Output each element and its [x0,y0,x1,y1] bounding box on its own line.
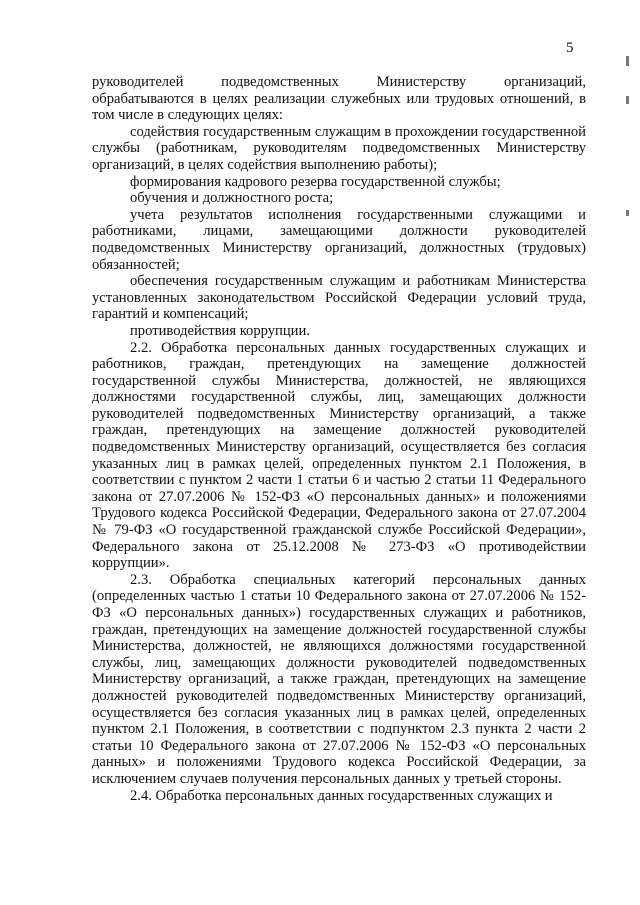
paragraph-2-2: 2.2. Обработка персональных данных государственных служащих и работников, граждан, претендующих на замещение должностей государственной службы Министерства, должностей, не являющихся должностями государственной службы, лиц, замещающих должности руководителей подведомственных Министерству организаций, а также граждан, претендующих на замещение должностей руководителей подведомственных Министерству организаций, осуществляется без согласия указанных лиц в рамках целей, определенных пунктом 2.1 Положения, в соответствии с пунктом 2 части 1 статьи 6 и частью 2 статьи 11 Федерального закона от 27.07.2006 № 152-ФЗ «О персональных данных» и положениями Трудового кодекса Российской Федерации, Федерального закона от 27.07.2004 № 79-ФЗ «О государственной гражданской службе Российской Федерации», Федерального закона от 25.12.2008 № 273-ФЗ «О противодействии коррупции». [92,339,586,572]
paragraph-goal-reserve: формирования кадрового резерва государственной службы; [130,173,501,190]
document-body [92,74,586,804]
paragraph-goal-anticorruption: противодействия коррупции. [130,322,310,339]
page-number: 5 [566,40,574,56]
paragraph-intro: руководителей подведомственных Министерству организаций, обрабатываются в целях реализации служебных или трудовых отношений, в том числе в следующих целях: [92,74,586,124]
paragraph-goal-accounting: учета результатов исполнения государственными служащими и работниками, лицами, замещающими должности руководителей подведомственных Министерству организаций, должностных (трудовых) обязанностей; [92,206,586,273]
paragraph-goal-training: обучения и должностного роста; [130,190,334,207]
paragraph-goal-guarantees: обеспечения государственным служащим и работникам Министерства установленных законодательством Российской Федерации условий труда, гарантий и компенсаций; [92,273,586,323]
scan-edge-mark [626,210,629,216]
scan-edge-mark [626,96,629,104]
paragraph-2-3: 2.3. Обработка специальных категорий персональных данных (определенных частью 1 статьи 10 Федерального закона от 27.07.2006 № 152-ФЗ «О персональных данных») государственных служащих и работников, граждан, претендующих на замещение должностей государственной службы Министерства, должностей, не являющихся должностями государственной службы, лиц, замещающих должности руководителей подведомственных Министерству организаций, а также граждан, претендующих на замещение должностей руководителей подведомственных Министерству организаций, осуществляется без согласия указанных лиц в рамках целей, определенных пунктом 2.1 Положения, в соответствии с подпунктом 2.3 пункта 2 части 2 статьи 10 Федерального закона от 27.07.2006 № 152-ФЗ «О персональных данных» и положениями Трудового кодекса Российской Федерации, за исключением случаев получения персональных данных у третьей стороны. [92,571,586,787]
paragraph-goal-service: содействия государственным служащим в прохождении государственной службы (работникам, руководителям подведомственных Министерству организаций, в целях содействия выполнению работы); [92,123,586,173]
paragraph-2-4: 2.4. Обработка персональных данных государственных служащих и [130,787,553,804]
scan-edge-mark [626,56,629,66]
